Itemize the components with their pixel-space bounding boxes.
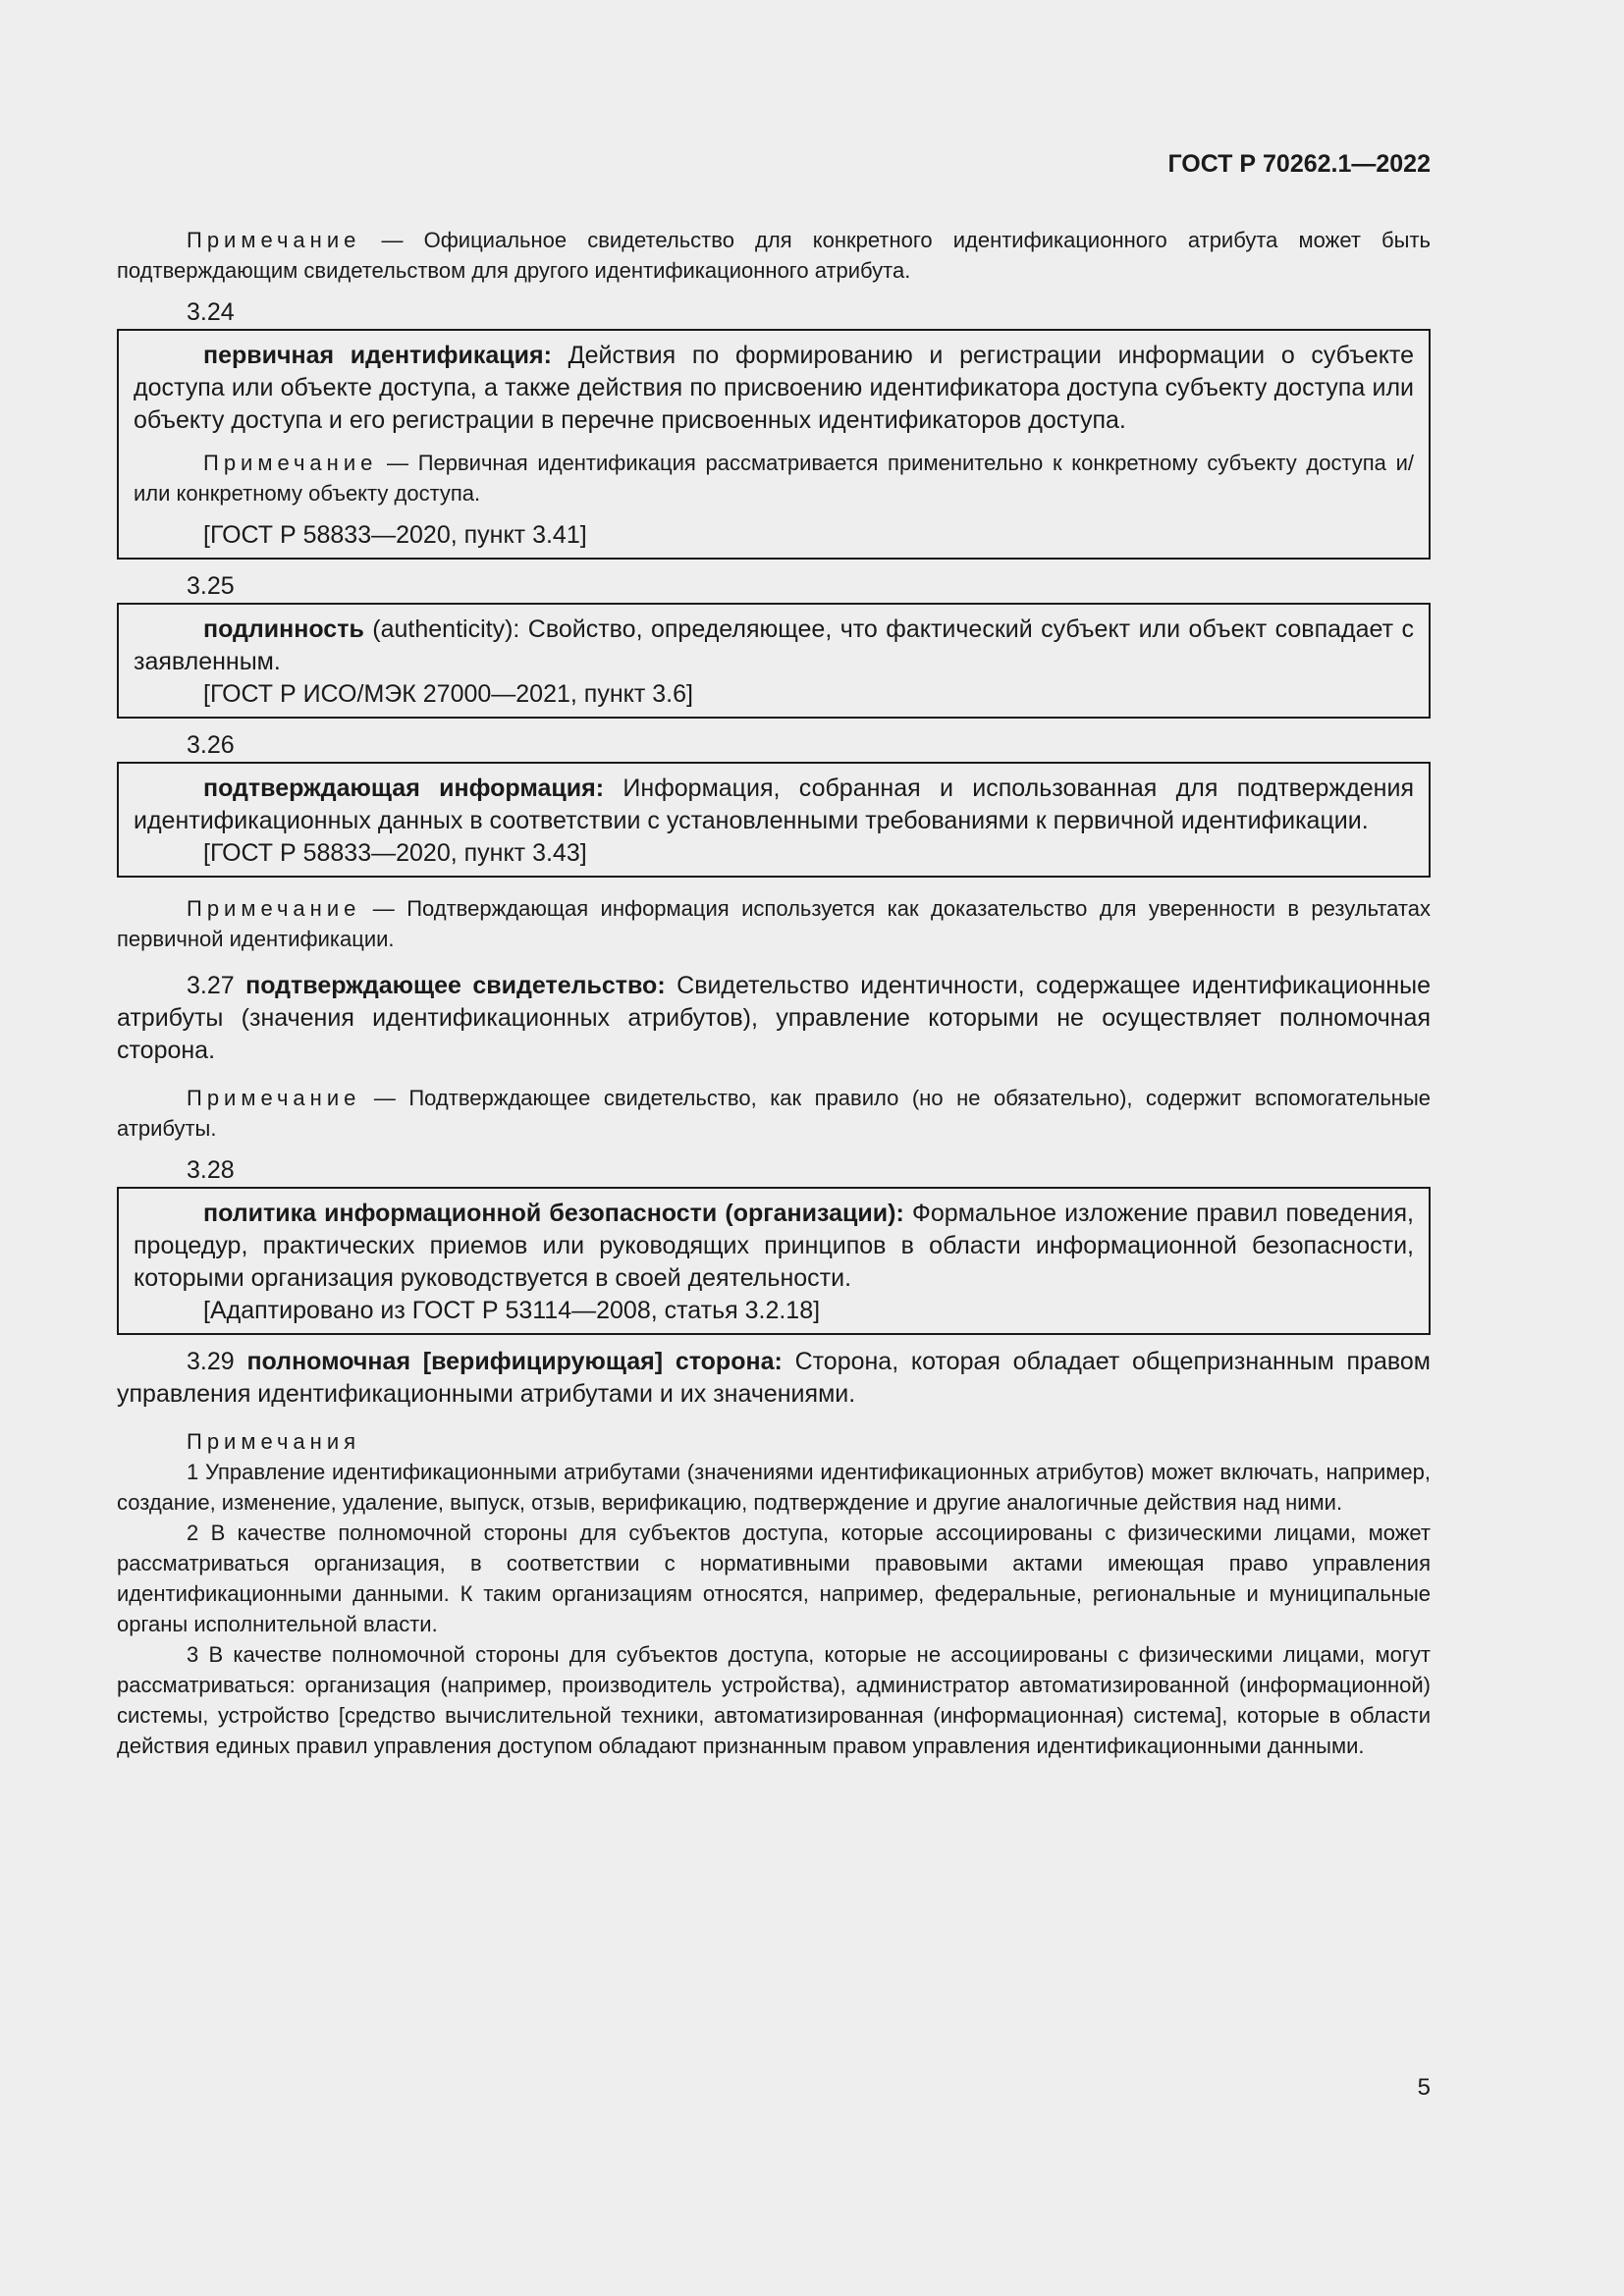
note-item-1: 1 Управление идентификационными атрибутами (значениями идентификационных атрибутов) может включать, например, создание, изменение, удаление, выпуск, отзыв, верификацию, подтверждение и другие аналогичные действия над ними. [117, 1460, 1431, 1515]
note-item-2: 2 В качестве полномочной стороны для субъектов доступа, которые ассоциированы с физическими лицами, может рассматриваться организация, в соответствии с нормативными правовыми актами имеющая право управления идентификационными данными. К таким организациям относятся, например, федеральные, региональные и муниципальные органы исполнительной власти. [117, 1521, 1431, 1636]
note-dash: — [360, 1086, 409, 1110]
note-dash: — [360, 228, 424, 252]
note-paragraph [117, 225, 1431, 286]
term-definition [134, 773, 1414, 837]
note-label: Примечание [187, 228, 361, 252]
term-source: [ГОСТ Р 58833—2020, пункт 3.43] [203, 839, 587, 867]
term-number: 3.29 [187, 1348, 235, 1375]
notes-label: Примечания [187, 1429, 361, 1454]
term-definition [134, 614, 1414, 678]
term-text: Формальное изложение правил поведения, процедур, практических приемов или руководящих принципов в области информационной безопасности, которыми организация руководствуется в своей деятельности. [134, 1200, 1414, 1292]
note-text: Первичная идентификация рассматривается применительно к конкретному субъекту доступа и/или конкретному объекту доступа. [134, 451, 1414, 506]
document-number-header: ГОСТ Р 70262.1—2022 [1167, 150, 1431, 178]
term-box-3-26 [117, 762, 1431, 878]
term-number: 3.27 [187, 972, 235, 999]
page-number: 5 [1417, 2074, 1431, 2101]
term-title: подлинность [203, 615, 364, 643]
term-number-3-25: 3.25 [187, 572, 235, 600]
term-title: политика информационной безопасности (организации): [203, 1200, 904, 1227]
term-text: (authenticity): Свойство, определяющее, что фактический субъект или объект совпадает с заявленным. [134, 615, 1414, 675]
term-box-3-28 [117, 1187, 1431, 1335]
term-number-3-26: 3.26 [187, 731, 235, 759]
term-definition [134, 340, 1414, 437]
page-content [117, 225, 1431, 1761]
term-3-29 [117, 1346, 1431, 1411]
term-source: [Адаптировано из ГОСТ Р 53114—2008, статья 3.2.18] [203, 1297, 821, 1324]
term-text: Действия по формированию и регистрации информации о субъекте доступа или объекте доступа, а также действия по присвоению идентификатора доступа субъекту доступа или объекту доступа и его регистрации в перечне присвоенных идентификаторов доступа. [134, 342, 1414, 434]
term-text: Сторона, которая обладает общепризнанным правом управления идентификационными атрибутами и их значениями. [117, 1348, 1431, 1408]
note-paragraph [134, 448, 1414, 508]
term-box-3-24 [117, 329, 1431, 560]
term-title: полномочная [верифицирующая] сторона: [246, 1348, 783, 1375]
term-source: [ГОСТ Р 58833—2020, пункт 3.41] [203, 521, 587, 549]
term-title: первичная идентификация: [203, 342, 552, 369]
term-text: Свидетельство идентичности, содержащее идентификационные атрибуты (значения идентификационных атрибутов), управление которыми не осуществляет полномочная сторона. [117, 972, 1431, 1064]
term-title: подтверждающее свидетельство: [245, 972, 666, 999]
note-dash: — [360, 896, 407, 921]
note-text: Официальное свидетельство для конкретного идентификационного атрибута может быть подтверждающим свидетельством для другого идентификационного атрибута. [117, 228, 1431, 283]
note-label: Примечание [203, 451, 378, 475]
term-number-3-24: 3.24 [187, 298, 235, 326]
note-item-3: 3 В качестве полномочной стороны для субъектов доступа, которые не ассоциированы с физическими лицами, могут рассматриваться: организация (например, производитель устройства), администратор автоматизированной (информационной) системы, устройство [средство вычислительной техники, автоматизированная (информационная) система], которые в области действия единых правил управления доступом обладают признанным правом управления идентификационными данными. [117, 1642, 1431, 1758]
term-source: [ГОСТ Р ИСО/МЭК 27000—2021, пункт 3.6] [203, 680, 693, 708]
term-title: подтверждающая информация: [203, 774, 605, 802]
note-label: Примечание [187, 896, 361, 921]
term-definition [134, 1198, 1414, 1295]
term-box-3-25 [117, 603, 1431, 719]
note-text: Подтверждающая информация используется как доказательство для уверенности в результатах первичной идентификации. [117, 896, 1431, 951]
note-paragraph [117, 1083, 1431, 1144]
note-dash: — [377, 451, 418, 475]
note-paragraph [117, 893, 1431, 954]
term-text: Информация, собранная и использованная для подтверждения идентификационных данных в соответствии с установленными требованиями к первичной идентификации. [134, 774, 1414, 834]
note-text: Подтверждающее свидетельство, как правило (но не обязательно), содержит вспомогательные атрибуты. [117, 1086, 1431, 1141]
note-label: Примечание [187, 1086, 361, 1110]
term-number-3-28: 3.28 [187, 1156, 235, 1184]
term-3-27 [117, 970, 1431, 1067]
